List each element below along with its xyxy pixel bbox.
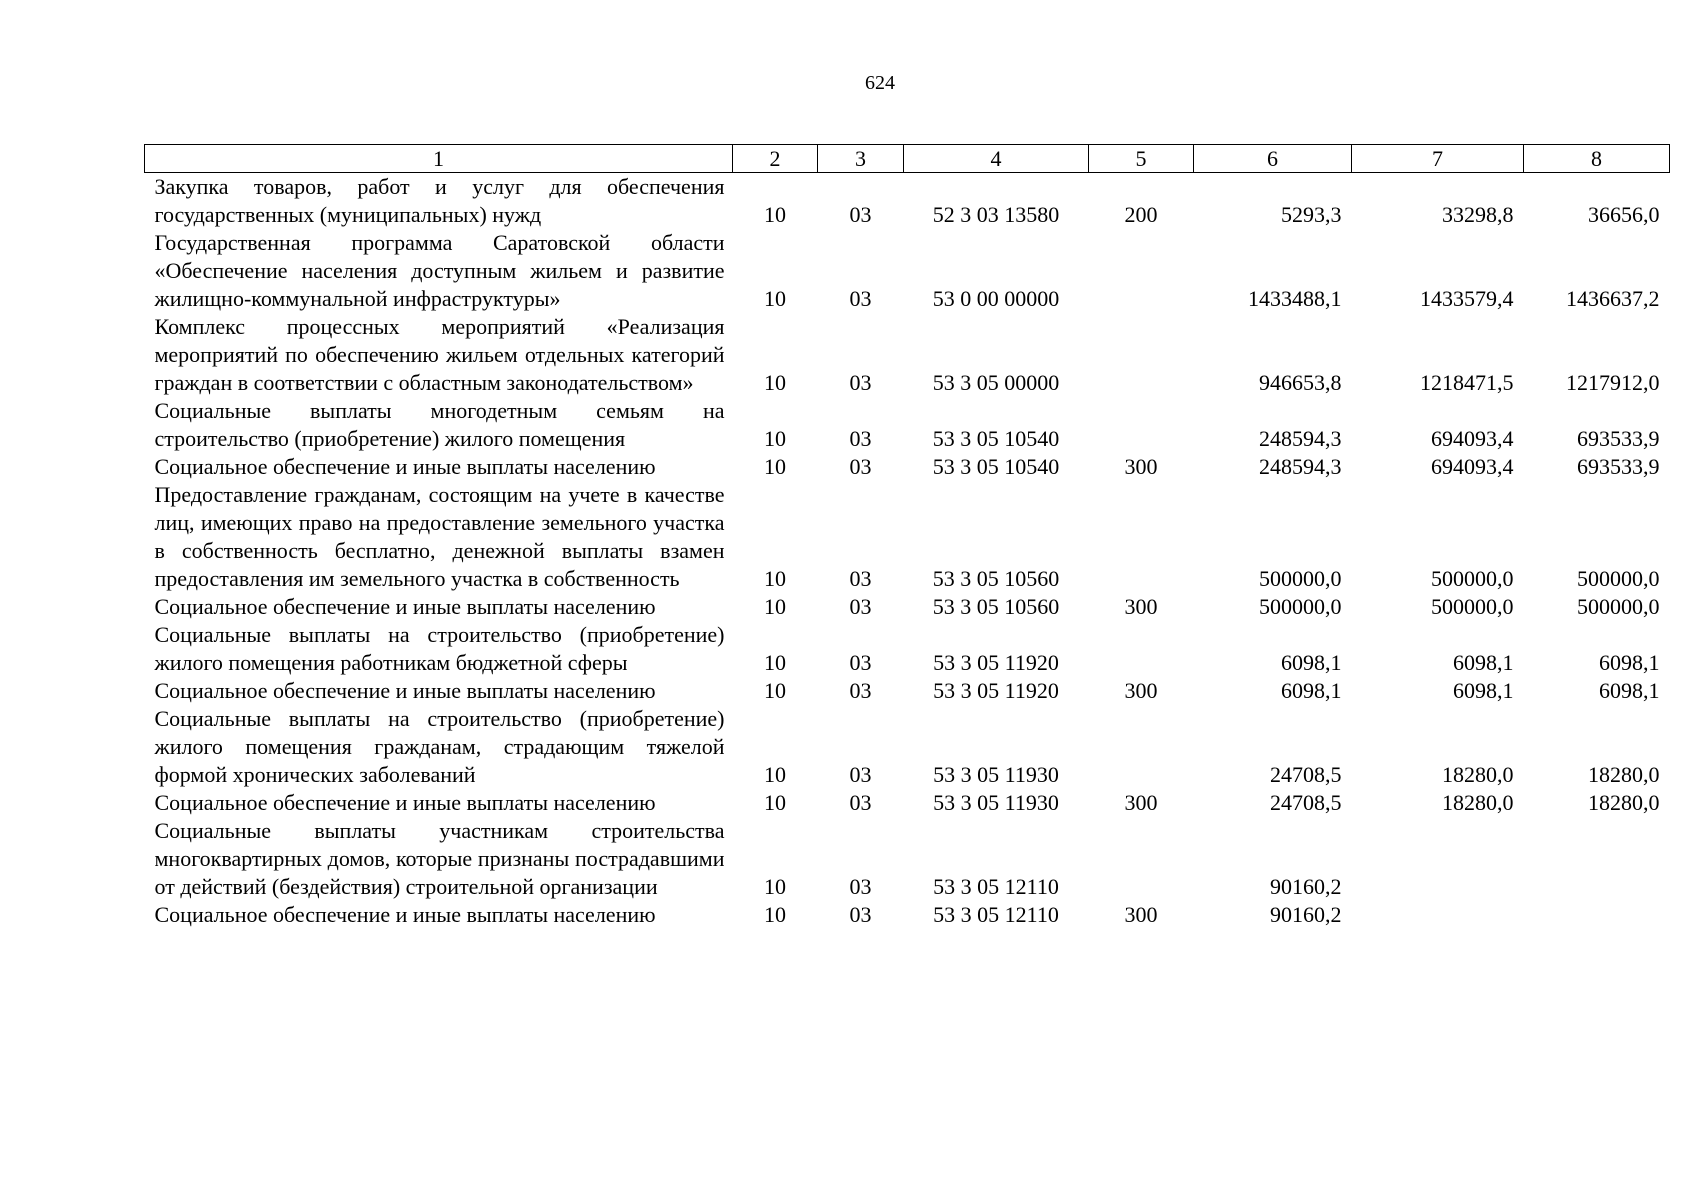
row-amount-6-cell: 24708,5 <box>1270 762 1342 787</box>
table-row <box>145 817 1670 901</box>
table-row <box>145 173 1670 230</box>
row-subsection-cell: 03 <box>849 762 872 787</box>
row-amount-6-cell: 500000,0 <box>1259 594 1342 619</box>
header-cell-3: 3 <box>818 145 904 173</box>
row-section-cell: 10 <box>764 790 786 815</box>
row-amount-6-cell: 90160,2 <box>1270 874 1342 899</box>
header-cell-1: 1 <box>145 145 733 173</box>
row-subsection-cell: 03 <box>849 566 872 591</box>
row-amount-6-cell: 500000,0 <box>1259 566 1342 591</box>
row-target-code-cell: 53 3 05 11930 <box>933 790 1059 815</box>
row-section-cell: 10 <box>764 286 786 311</box>
row-subsection-cell: 03 <box>849 286 872 311</box>
row-name-cell: Социальные выплаты участникам строительства многоквартирных домов, которые признаны пострадавшими от действий (бездействия) строительной организации <box>154 818 725 899</box>
row-target-code-cell: 53 0 00 00000 <box>932 286 1060 311</box>
header-cell-7: 7 <box>1352 145 1524 173</box>
row-amount-6-cell: 1433488,1 <box>1248 286 1342 311</box>
table-row <box>145 481 1670 593</box>
row-subsection-cell: 03 <box>849 678 872 703</box>
row-amount-8-cell: 1436637,2 <box>1566 286 1660 311</box>
row-amount-8-cell: 500000,0 <box>1577 566 1660 591</box>
row-amount-7-cell: 1218471,5 <box>1420 370 1514 395</box>
row-expense-type-cell <box>1089 229 1194 313</box>
row-name-cell: Государственная программа Саратовской области «Обеспечение населения доступным жильем и развитие жилищно-коммунальной инфраструктуры» <box>154 230 725 311</box>
header-cell-8: 8 <box>1524 145 1670 173</box>
row-section-cell: 10 <box>764 454 786 479</box>
row-amount-7-cell: 500000,0 <box>1431 566 1514 591</box>
row-subsection-cell: 03 <box>849 874 872 899</box>
page-number: 624 <box>865 72 895 94</box>
row-amount-8-cell: 693533,9 <box>1577 454 1660 479</box>
row-amount-8-cell: 18280,0 <box>1588 762 1660 787</box>
row-amount-6-cell: 6098,1 <box>1281 678 1342 703</box>
row-name-cell: Комплекс процессных мероприятий «Реализация мероприятий по обеспечению жильем отдельных категорий граждан в соответствии с областным законодательством» <box>154 314 725 395</box>
row-target-code-cell: 53 3 05 00000 <box>932 370 1060 395</box>
row-target-code-cell: 53 3 05 10560 <box>932 566 1060 591</box>
header-cell-2: 2 <box>733 145 818 173</box>
row-target-code-cell: 53 3 05 12110 <box>933 874 1059 899</box>
row-section-cell: 10 <box>764 902 786 927</box>
row-amount-8-cell: 6098,1 <box>1599 678 1660 703</box>
table-row <box>145 677 1670 705</box>
row-expense-type-cell: 300 <box>1124 454 1158 479</box>
row-amount-8-cell: 500000,0 <box>1577 594 1660 619</box>
row-amount-8-cell: 1217912,0 <box>1566 370 1660 395</box>
table-row <box>145 593 1670 621</box>
row-amount-8-cell: 6098,1 <box>1599 650 1660 675</box>
row-amount-8-cell: 693533,9 <box>1577 426 1660 451</box>
row-target-code-cell: 53 3 05 10560 <box>932 594 1060 619</box>
row-target-code-cell: 53 3 05 11920 <box>933 678 1059 703</box>
row-subsection-cell: 03 <box>849 790 872 815</box>
row-subsection-cell: 03 <box>849 454 872 479</box>
row-name-cell: Социальное обеспечение и иные выплаты населению <box>154 678 656 703</box>
row-name-cell: Закупка товаров, работ и услуг для обеспечения государственных (муниципальных) нужд <box>154 174 725 227</box>
row-section-cell: 10 <box>764 678 786 703</box>
header-cell-4: 4 <box>904 145 1089 173</box>
row-expense-type-cell <box>1089 621 1194 677</box>
row-target-code-cell: 53 3 05 12110 <box>933 902 1059 927</box>
row-target-code-cell: 52 3 03 13580 <box>932 202 1060 227</box>
row-name-cell: Предоставление гражданам, состоящим на учете в качестве лиц, имеющих право на предоставление земельного участка в собственность бесплатно, денежной выплаты взамен предоставления им земельного участка в собственность <box>154 482 725 591</box>
row-section-cell: 10 <box>764 762 786 787</box>
row-amount-8-cell <box>1524 817 1670 901</box>
row-target-code-cell: 53 3 05 10540 <box>932 426 1060 451</box>
row-subsection-cell: 03 <box>849 650 872 675</box>
row-amount-8-cell: 18280,0 <box>1588 790 1660 815</box>
row-expense-type-cell: 200 <box>1124 202 1158 227</box>
row-section-cell: 10 <box>764 874 786 899</box>
row-amount-6-cell: 248594,3 <box>1259 426 1342 451</box>
row-name-cell: Социальное обеспечение и иные выплаты населению <box>154 454 656 479</box>
row-name-cell: Социальные выплаты на строительство (приобретение) жилого помещения работникам бюджетной сферы <box>154 622 725 675</box>
row-expense-type-cell <box>1089 313 1194 397</box>
row-name-cell: Социальное обеспечение и иные выплаты населению <box>154 594 656 619</box>
row-amount-7-cell: 6098,1 <box>1453 678 1514 703</box>
table-row <box>145 621 1670 677</box>
row-amount-8-cell <box>1524 901 1670 929</box>
row-target-code-cell: 53 3 05 10540 <box>932 454 1060 479</box>
table-row <box>145 901 1670 929</box>
row-expense-type-cell: 300 <box>1124 790 1158 815</box>
row-subsection-cell: 03 <box>849 902 872 927</box>
row-expense-type-cell: 300 <box>1124 902 1158 927</box>
row-expense-type-cell <box>1089 817 1194 901</box>
row-amount-7-cell <box>1352 817 1524 901</box>
row-amount-7-cell: 18280,0 <box>1442 790 1514 815</box>
budget-table <box>144 144 1670 929</box>
table-row <box>145 705 1670 789</box>
header-cell-6: 6 <box>1194 145 1352 173</box>
row-amount-7-cell: 694093,4 <box>1431 426 1514 451</box>
row-name-cell: Социальные выплаты многодетным семьям на строительство (приобретение) жилого помещения <box>154 398 725 451</box>
table-row <box>145 313 1670 397</box>
row-expense-type-cell <box>1089 481 1194 593</box>
row-amount-6-cell: 90160,2 <box>1270 902 1342 927</box>
row-name-cell: Социальное обеспечение и иные выплаты населению <box>154 902 656 927</box>
row-amount-7-cell: 6098,1 <box>1453 650 1514 675</box>
row-amount-8-cell: 36656,0 <box>1588 202 1660 227</box>
table-row <box>145 453 1670 481</box>
row-amount-6-cell: 24708,5 <box>1270 790 1342 815</box>
row-section-cell: 10 <box>764 650 786 675</box>
row-section-cell: 10 <box>764 370 786 395</box>
row-name-cell: Социальные выплаты на строительство (приобретение) жилого помещения гражданам, страдающим тяжелой формой хронических заболеваний <box>154 706 725 787</box>
row-amount-7-cell: 1433579,4 <box>1420 286 1514 311</box>
row-amount-6-cell: 946653,8 <box>1259 370 1342 395</box>
row-expense-type-cell <box>1089 705 1194 789</box>
row-expense-type-cell <box>1089 397 1194 453</box>
header-cell-5: 5 <box>1089 145 1194 173</box>
table-header-row <box>145 145 1670 173</box>
row-amount-7-cell <box>1352 901 1524 929</box>
row-expense-type-cell: 300 <box>1124 678 1158 703</box>
table-row <box>145 789 1670 817</box>
row-subsection-cell: 03 <box>849 594 872 619</box>
row-subsection-cell: 03 <box>849 370 872 395</box>
row-target-code-cell: 53 3 05 11920 <box>933 650 1059 675</box>
row-amount-7-cell: 18280,0 <box>1442 762 1514 787</box>
row-amount-7-cell: 500000,0 <box>1431 594 1514 619</box>
row-target-code-cell: 53 3 05 11930 <box>933 762 1059 787</box>
row-subsection-cell: 03 <box>849 202 872 227</box>
row-name-cell: Социальное обеспечение и иные выплаты населению <box>154 790 656 815</box>
row-section-cell: 10 <box>764 426 786 451</box>
row-section-cell: 10 <box>764 202 786 227</box>
row-amount-7-cell: 33298,8 <box>1442 202 1514 227</box>
table-row <box>145 229 1670 313</box>
row-amount-6-cell: 248594,3 <box>1259 454 1342 479</box>
table-row <box>145 397 1670 453</box>
row-amount-7-cell: 694093,4 <box>1431 454 1514 479</box>
row-section-cell: 10 <box>764 566 786 591</box>
row-subsection-cell: 03 <box>849 426 872 451</box>
row-amount-6-cell: 5293,3 <box>1281 202 1342 227</box>
row-section-cell: 10 <box>764 594 786 619</box>
row-expense-type-cell: 300 <box>1124 594 1158 619</box>
row-amount-6-cell: 6098,1 <box>1281 650 1342 675</box>
